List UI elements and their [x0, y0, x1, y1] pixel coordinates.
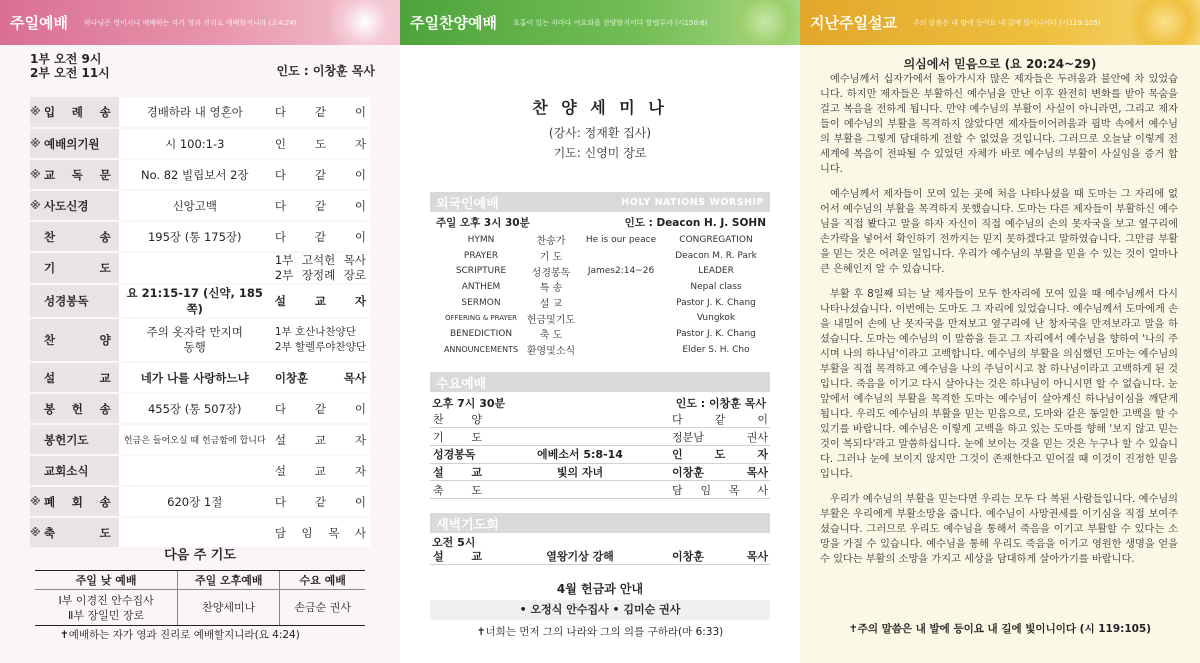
standing-mark: ※ — [30, 199, 41, 212]
blossom-decoration — [320, 0, 400, 45]
header-verse: 주의 말씀은 내 발에 등이요 내 길에 빛이니이다 (시119:105) — [912, 18, 1101, 27]
order-label: 기 도 — [44, 261, 111, 275]
order-person: 다 같 이 — [271, 190, 370, 221]
order-person: 다 같 이 — [271, 97, 370, 128]
order-content — [576, 310, 666, 326]
table-row — [436, 342, 766, 358]
order-ko: 축 도 — [539, 330, 563, 342]
order-content — [576, 326, 666, 342]
order-ko: 헌금및기도 — [526, 314, 576, 326]
order-person: 담 임 목 사 — [670, 481, 770, 499]
order-person: 다 같 이 — [271, 486, 370, 517]
order-person-line: 2부 할렐루야찬양단 — [274, 341, 366, 353]
standing-mark: ※ — [30, 526, 41, 539]
table-row — [436, 310, 766, 326]
order-content — [576, 248, 666, 264]
table-row — [430, 410, 770, 428]
standing-mark: ※ — [30, 495, 41, 508]
table-row — [430, 463, 770, 481]
english-worship-order — [436, 232, 766, 358]
sermon-body — [820, 72, 1178, 577]
table-row — [430, 445, 770, 463]
english-worship-info — [436, 215, 766, 230]
order-en: PRAYER — [463, 250, 499, 261]
order-content: 헌금은 들어오실 때 헌금함에 합니다 — [119, 424, 271, 455]
order-person: 설 교 자 — [271, 455, 370, 486]
order-content — [490, 481, 670, 499]
order-content-line: 주의 옷자락 만지며 — [146, 325, 243, 339]
order-label: 찬 양 — [430, 410, 490, 428]
order-content: 195장 (통 175장) — [119, 221, 271, 252]
order-content: 620장 1절 — [119, 486, 271, 517]
order-person: 설 교 자 — [271, 424, 370, 455]
order-label: 교회소식 — [44, 463, 89, 478]
order-content: No. 82 빌립보서 2장 — [119, 159, 271, 190]
order-content: 빛의 자녀 — [490, 463, 670, 481]
order-person: LEADER — [698, 266, 734, 277]
sermon-paragraph: 우리가 예수님의 부활을 믿는다면 우리는 모두 다 복된 사람들입니다. 예수님의 부활은 우리에게 부활소망을 줍니다. 예수님이 사망권세를 이기심을 직접 보여주셨습니다. 그러므로 우리도 예수님을 통해서 죽음을 이기고 부활할 수 있다는 소망을 가질 수 있습니다. 예수님을 통해 우리도 죽음을 이기고 영원한 생명을 얻을 수 있다는 부활의 소망을 가지고 세상을 담대하게 살아가기를 바랍니다. — [820, 494, 1178, 565]
order-label: 폐 회 송 — [44, 494, 111, 509]
order-content — [490, 410, 670, 428]
column-header: 수요 예배 — [280, 571, 365, 590]
order-label: 찬 양 — [44, 333, 111, 347]
service-time-2: 2부 오전 11시 — [30, 66, 110, 80]
section-title: 수요예배 — [436, 376, 487, 392]
order-content — [576, 295, 666, 311]
table-row — [436, 295, 766, 311]
order-person: 다 같 이 — [271, 221, 370, 252]
order-label: 설 교 — [430, 547, 490, 565]
header-verse: 하나님은 영이시니 예배하는 자가 영과 진리로 예배할지니라 (요4:24) — [83, 18, 297, 27]
order-label: 교 독 문 — [44, 167, 111, 182]
order-label: 봉 헌 송 — [44, 401, 111, 416]
wednesday-worship-info — [432, 395, 766, 411]
order-person: Pastor J. K. Chang — [676, 297, 756, 308]
wednesday-worship-order — [430, 410, 770, 499]
wednesday-worship-leader: 인도 : 이창훈 목사 — [675, 397, 766, 410]
header-title: 주일예배 — [10, 14, 68, 32]
column-header: 주일 낮 예배 — [35, 571, 178, 590]
order-person-line: 2부 장정례 장로 — [274, 268, 366, 282]
panel3-footer-verse: ✝주의 말씀은 내 발에 등이요 내 길에 빛이니이다 (시 119:105) — [848, 623, 1152, 635]
header-title: 지난주일설교 — [810, 14, 897, 32]
order-person: 담 임 목 사 — [271, 517, 370, 548]
order-label: 예배의기원 — [44, 136, 100, 151]
order-ko: 기 도 — [539, 252, 563, 264]
seminar-lecturer: (강사: 정재환 집사) — [548, 126, 652, 140]
order-row — [30, 455, 370, 486]
standing-mark: ※ — [30, 105, 41, 118]
standing-mark: ※ — [30, 168, 41, 181]
leaf-decoration — [1120, 0, 1200, 45]
order-label: 축 도 — [430, 481, 490, 499]
order-label: 설 교 — [44, 370, 111, 385]
order-en: SERMON — [461, 297, 501, 308]
order-ko: 특 송 — [539, 283, 563, 295]
order-en: ANTHEM — [461, 281, 501, 292]
afternoon-prayer-cell: 찬양세미나 — [178, 590, 280, 626]
sermon-title: 의심에서 믿음으로 (요 20:24~29) — [903, 57, 1097, 71]
offering-title: 4월 헌금과 안내 — [556, 582, 644, 596]
table-row — [430, 547, 770, 565]
next-week-prayer-title: 다음 주 기도 — [164, 548, 236, 563]
order-row — [30, 159, 370, 190]
sunday-prayer-2: Ⅱ부 장일민 장로 — [67, 608, 145, 622]
table-header-row — [35, 571, 365, 590]
order-content: He is our peace — [585, 234, 657, 245]
order-person: 다 같 이 — [670, 410, 770, 428]
order-en: ANNOUNCEMENTS — [443, 345, 519, 355]
order-person: CONGREGATION — [679, 234, 753, 245]
service-times — [30, 52, 375, 80]
order-person: Elder S. H. Cho — [682, 344, 750, 355]
order-row — [30, 393, 370, 424]
order-label: 성경봉독 — [44, 294, 89, 308]
order-row — [30, 424, 370, 455]
order-person: Vungkok — [696, 313, 736, 324]
order-person-line: 1부 호산나찬양단 — [274, 326, 356, 338]
order-ko: 설 교 — [539, 299, 563, 311]
order-content: 경배하라 내 영혼아 — [119, 97, 271, 128]
table-row — [436, 263, 766, 279]
service-time-1: 1부 오전 9시 — [30, 52, 102, 66]
order-content: 열왕기상 강해 — [490, 547, 670, 565]
standing-mark: ※ — [30, 137, 41, 150]
english-worship-time: 주일 오후 3시 30분 — [436, 217, 530, 229]
order-en: SCRIPTURE — [455, 266, 507, 277]
wednesday-prayer-cell: 손금순 권사 — [280, 590, 365, 626]
order-person: 이창훈 목사 — [670, 463, 770, 481]
english-worship-bar — [430, 192, 770, 212]
order-row — [30, 128, 370, 159]
order-person: 다 같 이 — [271, 393, 370, 424]
order-content — [119, 455, 271, 486]
order-row — [30, 97, 370, 128]
order-label: 입 례 송 — [44, 105, 111, 119]
order-row — [30, 362, 370, 393]
sunday-prayer-cell — [35, 590, 178, 626]
order-row — [30, 284, 370, 318]
order-row — [30, 486, 370, 517]
order-person: 이창훈 목사 — [271, 362, 370, 393]
offering-names: • 오정식 안수집사 • 김미순 권사 — [430, 600, 770, 620]
order-content: 455장 (통 507장) — [119, 393, 271, 424]
column-header: 주일 오후예배 — [178, 571, 280, 590]
table-row — [430, 428, 770, 446]
order-person: 설 교 자 — [271, 284, 370, 318]
order-row — [30, 318, 370, 362]
header-title: 주일찬양예배 — [410, 14, 497, 32]
wednesday-worship-bar — [430, 372, 770, 392]
order-content: 요 21:15-17 (신약, 185쪽) — [119, 284, 271, 318]
order-content — [119, 252, 271, 284]
order-content — [576, 342, 666, 358]
header-verse: 호흡이 있는 자마다 여호와를 찬양할지어다 할렐루야 (시150:6) — [512, 18, 708, 27]
sermon-paragraph: 예수님께서 제자들이 모여 있는 곳에 처음 나타나셨을 때 도마는 그 자리에 없어서 예수님의 부활을 목격하지 못했습니다. 도마는 다른 제자들이 부활하신 예수님을 직접 봤다고 말을 하자 자신이 직접 예수님의 손의 못자국을 보고 옆구리에 손가락을 넣어서 확인하기 전까지는 믿지 못하겠다고 말하였습니다. 그만큼 부활을 믿는 것은 어려운 일입니다. 우리가 예수님의 부활을 믿을 수 있는 것이 얼마나 큰 은혜인지 알 수 있습니다. — [820, 189, 1178, 275]
order-person — [271, 318, 370, 362]
praise-worship-header — [400, 0, 800, 45]
sermon-paragraph: 부활 후 8일째 되는 날 제자들이 모두 한자리에 모여 있을 때 예수님께서 다시 나타나셨습니다. 이번에는 도마도 그 자리에 있었습니다. 예수님께서 도마에게 손을 내밀어 손에 난 못자국을 만져보고 옆구리에 난 창자국을 만져보라고 말을 하셨습니다. 도마는 예수님의 이 말씀을 듣고 그 자리에서 예수님을 향하여 '나의 주시며 나의 하나님'이라고 고백합니다. 예수님의 부활을 의심했던 도마는 예수님의 부활을 직접 목격하고 예수님을 나의 주님이시고 참 하나님이라고 고백하게 된 것입니다. 죽음을 이기고 다시 살아나는 것은 하나님이 아니시면 할 수 없습니다. 눈앞에서 예수님의 부활을 목격한 도마는 예수님이 살아계신 하나님이심을 깨닫게 됩니다. 우리도 예수님의 부활을 믿는 믿음으로, 도마와 같은 동일한 고백을 할 수 있기를 바랍니다. 예수님은 이렇게 고백을 하고 있는 도마를 향해 '보지 않고 믿는 것이 복되다'라고 말씀하십니다. 눈에 보이는 것을 믿는 것은 누구나 할 수 있습니다. 그러나 눈에 보이지 않지만 그것이 존재한다고 믿어질 때 이것이 진정한 믿음입니다. — [820, 289, 1178, 480]
sermon-paragraph: 예수님께서 십자가에서 돌아가시자 많은 제자들은 두려움과 불안에 차 있었습니다. 하지만 제자들은 부활하신 예수님을 만난 이후 완전히 변화를 받아 목숨을 걸고 복음을 전하게 됩니다. 만약 예수님의 부활이 사실이 아니라면, 그리고 제자들이 예수님의 부활을 목격하지 않았다면 제자들이어려움과 핍박 속에서 예수님의 부활을 그렇게 담대하게 전할 수 없었을 것입니다. 그러므로 오늘날 이렇게 전 세계에 복음이 전파될 수 있었던 자체가 바로 예수님의 부활이 사실임을 증거 합니다. — [820, 74, 1178, 175]
sunday-worship-panel — [0, 0, 400, 663]
order-label: 기 도 — [430, 428, 490, 446]
order-person: 인 도 자 — [271, 128, 370, 159]
next-week-prayer-table — [35, 570, 365, 626]
order-content — [576, 279, 666, 295]
order-person: Nepal class — [690, 281, 742, 292]
order-content: 신앙고백 — [119, 190, 271, 221]
order-content: 에베소서 5:8-14 — [490, 445, 670, 463]
dawn-prayer-time: 오전 5시 — [432, 536, 476, 549]
wednesday-worship-time: 오후 7시 30분 — [432, 397, 506, 410]
order-person — [271, 252, 370, 284]
order-row — [30, 221, 370, 252]
seminar-title: 찬 양 세 미 나 — [532, 98, 668, 117]
table-row — [436, 326, 766, 342]
last-sermon-header — [800, 0, 1200, 45]
leaf-decoration — [720, 0, 800, 45]
order-label: 사도신경 — [44, 198, 89, 213]
sunday-prayer-1: Ⅰ부 이경진 안수집사 — [58, 593, 154, 607]
order-row — [30, 252, 370, 284]
order-label: 설 교 — [430, 463, 490, 481]
order-en: OFFERING & PRAYER — [444, 314, 518, 323]
seminar-prayer: 기도: 신영미 장로 — [553, 146, 647, 160]
table-row — [436, 232, 766, 248]
order-content: 시 100:1-3 — [119, 128, 271, 159]
order-content — [119, 318, 271, 362]
order-person: 정분남 권사 — [670, 428, 770, 446]
order-person: 인 도 자 — [670, 445, 770, 463]
order-label: 성경봉독 — [430, 445, 490, 463]
dawn-prayer-order — [430, 547, 770, 565]
order-content — [490, 428, 670, 446]
dawn-prayer-bar — [430, 513, 770, 533]
order-label: 봉헌기도 — [44, 432, 89, 447]
section-title: 외국인예배 — [436, 196, 499, 212]
section-title: 새벽기도회 — [436, 517, 499, 533]
order-person: Pastor J. K. Chang — [676, 328, 756, 339]
english-worship-leader: 인도 : Deacon H. J. SOHN — [624, 217, 766, 229]
order-en: HYMN — [467, 234, 495, 245]
order-ko: 성경봉독 — [531, 267, 571, 279]
order-label: 축 도 — [44, 525, 111, 540]
section-title-en: HOLY NATIONS WORSHIP — [621, 196, 764, 208]
praise-worship-panel — [400, 0, 800, 663]
order-row — [30, 190, 370, 221]
order-person: 다 같 이 — [271, 159, 370, 190]
order-label: 찬 송 — [44, 229, 111, 244]
order-content: James2:14~26 — [587, 266, 655, 277]
order-content-line: 동행 — [183, 340, 206, 354]
order-content: 네가 나를 사랑하느냐 — [119, 362, 271, 393]
order-person: 이창훈 목사 — [670, 547, 770, 565]
order-ko: 환영및소식 — [526, 346, 576, 358]
order-person-line: 1부 고석헌 목사 — [274, 253, 366, 267]
table-row — [35, 590, 365, 626]
panel2-footer-verse: ✝너희는 먼저 그의 나라와 그의 의를 구하라(마 6:33) — [476, 626, 724, 638]
order-of-worship — [30, 97, 370, 549]
table-row — [436, 279, 766, 295]
table-row — [430, 481, 770, 499]
service-leader: 인도 : 이창훈 목사 — [276, 64, 375, 78]
order-en: BENEDICTION — [449, 328, 513, 339]
order-ko: 찬송가 — [536, 236, 566, 248]
order-person: Deacon M. R. Park — [675, 250, 757, 261]
table-row — [436, 248, 766, 264]
panel1-footer-verse: ✝예배하는 자가 영과 진리로 예배할지니라(요 4:24) — [60, 629, 300, 641]
sunday-worship-header — [0, 0, 400, 45]
